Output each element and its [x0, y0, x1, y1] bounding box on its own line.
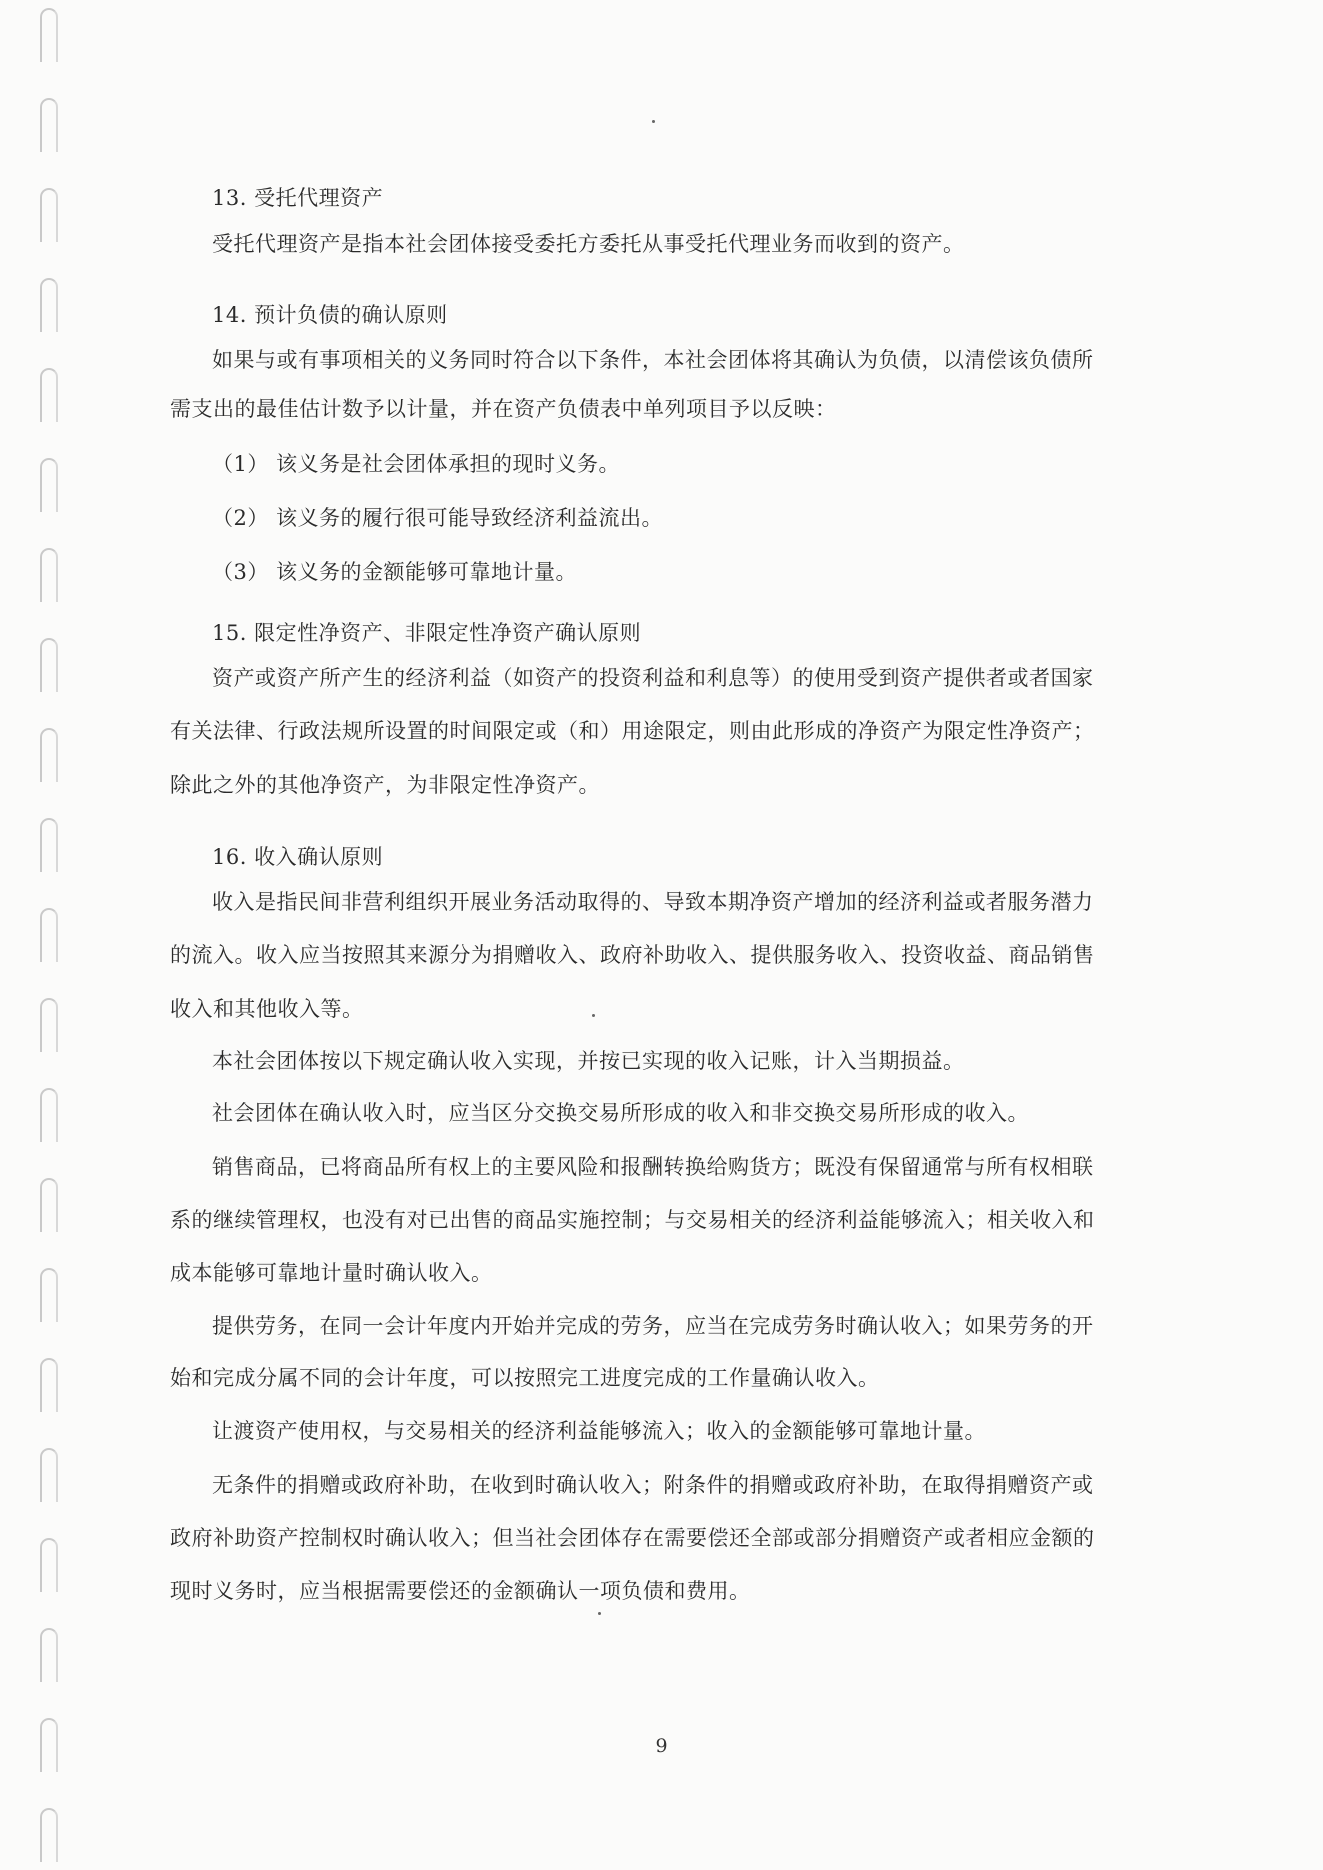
- paragraph-line: 现时义务时，应当根据需要偿还的金额确认一项负债和费用。: [170, 1579, 751, 1603]
- paragraph-line: 系的继续管理权，也没有对已出售的商品实施控制；与交易相关的经济利益能够流入；相关收入和: [170, 1208, 1095, 1232]
- binding-hook: [40, 548, 58, 602]
- paragraph-line: 有关法律、行政法规所设置的时间限定或（和）用途限定，则由此形成的净资产为限定性净资产；: [170, 719, 1095, 743]
- list-item-2: （2） 该义务的履行很可能导致经济利益流出。: [212, 506, 664, 530]
- binding-hook: [40, 98, 58, 152]
- paragraph-line: 销售商品，已将商品所有权上的主要风险和报酬转换给购货方；既没有保留通常与所有权相联: [212, 1155, 1094, 1179]
- binding-hook: [40, 1358, 58, 1412]
- scan-speck: [592, 1014, 595, 1017]
- list-item-3: （3） 该义务的金额能够可靠地计量。: [212, 560, 578, 584]
- binding-hook: [40, 1088, 58, 1142]
- paragraph-line: 受托代理资产是指本社会团体接受委托方委托从事受托代理业务而收到的资产。: [212, 232, 965, 256]
- binding-hook: [40, 1808, 58, 1862]
- binding-hook: [40, 458, 58, 512]
- binding-hook: [40, 1538, 58, 1592]
- binding-hook: [40, 1448, 58, 1502]
- binding-hook: [40, 728, 58, 782]
- paragraph-line: 成本能够可靠地计量时确认收入。: [170, 1261, 493, 1285]
- list-item-1: （1） 该义务是社会团体承担的现时义务。: [212, 452, 621, 476]
- binding-hook: [40, 818, 58, 872]
- scan-speck: [652, 120, 655, 123]
- paragraph-line: 始和完成分属不同的会计年度，可以按照完工进度完成的工作量确认收入。: [170, 1366, 880, 1390]
- section-heading-16: 16. 收入确认原则: [212, 845, 384, 869]
- binding-hook: [40, 998, 58, 1052]
- paragraph-line: 除此之外的其他净资产，为非限定性净资产。: [170, 773, 600, 797]
- section-heading-15: 15. 限定性净资产、非限定性净资产确认原则: [212, 621, 642, 645]
- paragraph-line: 让渡资产使用权，与交易相关的经济利益能够流入；收入的金额能够可靠地计量。: [212, 1419, 986, 1443]
- paragraph-line: 提供劳务，在同一会计年度内开始并完成的劳务，应当在完成劳务时确认收入；如果劳务的开: [212, 1314, 1094, 1338]
- page-number: 9: [655, 1735, 668, 1757]
- paragraph-line: 收入是指民间非营利组织开展业务活动取得的、导致本期净资产增加的经济利益或者服务潜力: [212, 890, 1094, 914]
- paragraph-line: 本社会团体按以下规定确认收入实现，并按已实现的收入记账，计入当期损益。: [212, 1049, 965, 1073]
- binding-hook: [40, 8, 58, 62]
- binding-hook: [40, 188, 58, 242]
- scan-speck: [598, 1612, 601, 1615]
- section-heading-14: 14. 预计负债的确认原则: [212, 303, 448, 327]
- paragraph-line: 资产或资产所产生的经济利益（如资产的投资利益和利息等）的使用受到资产提供者或者国家: [212, 666, 1094, 690]
- paragraph-line: 无条件的捐赠或政府补助，在收到时确认收入；附条件的捐赠或政府补助，在取得捐赠资产或: [212, 1473, 1094, 1497]
- paragraph-line: 收入和其他收入等。: [170, 997, 364, 1021]
- binding-hook: [40, 1268, 58, 1322]
- binding-hook: [40, 278, 58, 332]
- binding-hook: [40, 908, 58, 962]
- paragraph-line: 的流入。收入应当按照其来源分为捐赠收入、政府补助收入、提供服务收入、投资收益、商品销售: [170, 943, 1095, 967]
- paragraph-line: 政府补助资产控制权时确认收入；但当社会团体存在需要偿还全部或部分捐赠资产或者相应金额的: [170, 1526, 1095, 1550]
- paragraph-line: 需支出的最佳估计数予以计量，并在资产负债表中单列项目予以反映：: [170, 397, 837, 421]
- binding-hook: [40, 638, 58, 692]
- binding-hook: [40, 368, 58, 422]
- document-page: [170, 0, 1160, 1870]
- binding-edge: [0, 0, 70, 1870]
- binding-hook: [40, 1178, 58, 1232]
- paragraph-line: 社会团体在确认收入时，应当区分交换交易所形成的收入和非交换交易所形成的收入。: [212, 1101, 1029, 1125]
- paragraph-line: 如果与或有事项相关的义务同时符合以下条件，本社会团体将其确认为负债，以清偿该负债所: [212, 348, 1094, 372]
- binding-hook: [40, 1628, 58, 1682]
- section-heading-13: 13. 受托代理资产: [212, 186, 384, 210]
